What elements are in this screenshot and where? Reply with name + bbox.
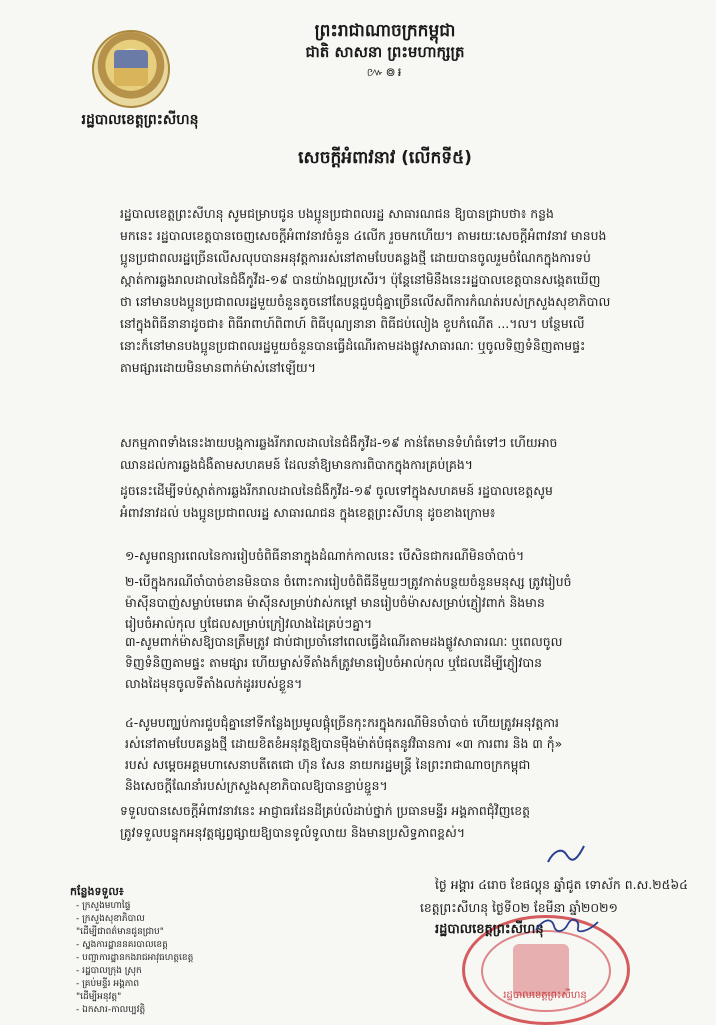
seal-label: រដ្ឋបាលខេត្តព្រះសីហនុ	[503, 990, 587, 1001]
text-line: ដូចនេះដើម្បីទប់ស្កាត់ការឆ្លងរីករាលដាលនៃជំងឺកូវីដ-១៩ ចូលទៅក្នុងសហគមន៍ រដ្ឋបាលខេត្តសូម	[120, 483, 553, 498]
motto-ornament: ៚៙៛	[366, 65, 404, 79]
text-line: ៤-សូមបញ្ឈប់ការជួបជុំគ្នានៅទីកន្លែងប្រមូលផ្ដុំច្រើនកុះករក្នុងករណីមិនចាំបាច់ ហើយត្រូវអនុវត្តការ	[125, 715, 559, 730]
text-line: ត្រូវទទួលបន្ទុកអនុវត្តផ្សព្វផ្សាយឱ្យបានទូលំទូលាយ និងមានប្រសិទ្ធភាពខ្ពស់។	[120, 825, 465, 840]
text-line: តាមផ្សារដោយមិនមានពាក់ម៉ាស់នៅឡើយ។	[120, 360, 316, 375]
cc-item: - ឯកសារ-កាលប្បវត្តិ	[76, 1005, 146, 1015]
text-line: លាងដៃមុនចូលទីតាំងលក់ដូររបស់ខ្លួន។	[125, 676, 303, 691]
list-item-1	[125, 545, 685, 566]
kingdom-heading: ព្រះរាជាណាចក្រកម្ពុជា	[314, 21, 456, 41]
text-line: ស្កាត់ការឆ្លងរាលដាលនៃជំងឺកូវីដ-១៩ បានយ៉ាងល្អប្រសើរ។ ប៉ុន្តែនៅមិនឹងនេះរដ្ឋបាលខេត្តបានសង្កេតឃើញ	[120, 272, 601, 287]
initial-mark-icon	[540, 840, 590, 870]
text-line: នៅក្នុងពិធីនានាដូចជា៖ ពិធីរាពាហ៍ពិពាហ៍ ពិធីបុណ្យនានា ពិធីជប់លៀង ខួបកំណើត ...។ល។ បន្ថែមលើ	[120, 316, 585, 331]
paragraph-closing	[120, 800, 690, 844]
date-solar: ខេត្តព្រះសីហនុ ថ្ងៃទី០២ ខែមីនា ឆ្នាំ២០២១	[420, 900, 618, 915]
list-item-2	[125, 571, 685, 634]
admin-name: រដ្ឋបាលខេត្តព្រះសីហនុ	[81, 112, 199, 128]
text-line: ថា នៅមានបងប្អូនប្រជាពលរដ្ឋមួយចំនួនតូចនៅតែបន្តជួបជុំគ្នាច្រើនលើសពីការកំណត់របស់ក្រសួងសុខាភិបាល	[120, 294, 611, 309]
text-line: សកម្មភាពទាំងនេះងាយបង្កការឆ្លងរីករាលដាលនៃជំងឺកូវីដ-១៩ កាន់តែមានទំហំធំទៅៗ ហើយអាច	[120, 435, 558, 450]
signature-icon	[532, 914, 602, 936]
list-item-3	[125, 631, 685, 694]
text-line: ១-សូមពន្យារពេលនៃការរៀបចំពិធីនានាក្នុងដំណាក់កាលនេះ បើសិនជាករណីមិនចាំបាច់។	[125, 548, 525, 563]
provincial-logo	[92, 30, 170, 108]
text-line: និងសេចក្ដីណែនាំរបស់ក្រសួងសុខាភិបាលឱ្យបានខ្ជាប់ខ្ជួន។	[125, 778, 388, 793]
cc-item: - ក្រសួងមហាផ្ទៃ	[76, 901, 131, 911]
paragraph-risk	[120, 432, 690, 476]
text-line: រៀបចំអាល់កុល ឬជែលសម្រាប់ក្រៀវលាងដៃគ្រប់ៗគ្នា។	[125, 616, 373, 631]
cc-item: - ស្នងការដ្ឋាននគរបាលខេត្ត	[76, 940, 168, 950]
text-line: នោះក៏នៅមានបងប្អូនប្រជាពលរដ្ឋមួយចំនួនបានធ្វើដំណើរតាមដងផ្លូវសាធារណៈ ឬចូលទិញទំនិញតាមផ្ទះ	[120, 338, 586, 353]
text-line: ២-បើក្នុងករណីចាំបាច់ខានមិនបាន ចំពោះការរៀបចំពិធីនីមួយៗត្រូវកាត់បន្ថយចំនួនមនុស្ស ត្រូវរៀបចំ	[125, 574, 572, 589]
cc-title: កន្លែងទទួល៖	[70, 885, 124, 898]
text-line: ឈានដល់ការឆ្លងជំងឺតាមសហគមន៍ ដែលនាំឱ្យមានការពិបាកក្នុងការគ្រប់គ្រង។	[120, 457, 473, 472]
text-line: ម៉ាស៊ីនបាញ់សម្លាប់មេរោគ ម៉ាស៊ីនសម្រាប់វាស់កម្ដៅ មានរៀបចំម៉ាសសម្រាប់ភ្ញៀវពាក់ និងមាន	[125, 595, 545, 610]
paragraph-intro	[120, 203, 690, 379]
list-item-4	[125, 712, 685, 796]
logo-emblem-icon	[114, 50, 148, 86]
cc-item: - ក្រសួងសុខាភិបាល	[76, 914, 145, 924]
cc-item: - បញ្ជាការដ្ឋានកងរាជអាវុធហត្ថខេត្ត	[76, 953, 194, 963]
text-line: មកនេះ រដ្ឋបាលខេត្តបានចេញសេចក្ដីអំពាវនាវចំនួន ៤លើក រួចមកហើយ។ តាមរយៈសេចក្ដីអំពាវនាវ មានបង	[120, 228, 607, 243]
cc-item: "ដើម្បីអនុវត្ត"	[76, 992, 122, 1002]
text-line: ប្អូនប្រជាពលរដ្ឋច្រើនលើសលុបបានអនុវត្តការរស់នៅតាមបែបគន្លងថ្មី ដោយបានចូលរួមចំណែកក្នុងការទប់	[120, 250, 591, 265]
text-line: របស់ សម្ដេចអគ្គមហាសេនាបតីតេជោ ហ៊ុន សែន នាយករដ្ឋមន្ត្រី នៃព្រះរាជាណាចក្រកម្ពុជា	[125, 757, 531, 772]
text-line: អំពាវនាវដល់ បងប្អូនប្រជាពលរដ្ឋ សាធារណជន ក្នុងខេត្តព្រះសីហនុ ដូចខាងក្រោម៖	[120, 505, 496, 520]
cc-item: - គ្រប់មន្ទីរ អង្គភាព	[76, 979, 140, 989]
text-line: រដ្ឋបាលខេត្តព្រះសីហនុ សូមជម្រាបជូន បងប្អូនប្រជាពលរដ្ឋ សាធារណជន ឱ្យបានជ្រាបថា៖ កន្លង	[120, 206, 554, 221]
date-lunar: ថ្ងៃ អង្គារ ៤រោច ខែផល្គុន ឆ្នាំជូត ទោស័ក ព.ស.២៥៦៤	[435, 877, 688, 892]
national-motto: ជាតិ សាសនា ព្រះមហាក្សត្រ	[305, 43, 465, 61]
text-line: ៣-សូមពាក់ម៉ាសឱ្យបានត្រឹមត្រូវ ជាប់ជាប្រចាំនៅពេលធ្វើដំណើរតាមដងផ្លូវសាធារណៈ ឬពេលចូល	[125, 634, 563, 649]
signatory-title: រដ្ឋបាលខេត្តព្រះសីហនុ	[435, 922, 544, 937]
text-line: ទទួលបានសេចក្ដីអំពាវនាវនេះ អាជ្ញាធរដែនដីគ្រប់លំដាប់ថ្នាក់ ប្រធានមន្ទីរ អង្គភាពជុំវិញខេត្ត	[120, 803, 531, 818]
text-line: ទិញទំនិញតាមផ្ទះ តាមផ្សារ ហើយម្ចាស់ទីតាំងក៏ត្រូវមានរៀបចំអាល់កុល ឬជែលដើម្បីភ្ញៀវបាន	[125, 655, 542, 670]
cc-item: "ដើម្បីជាពត៌មានជូនជ្រាប"	[76, 927, 164, 937]
document-title: សេចក្ដីអំពាវនាវ (លើកទី៥)	[298, 148, 472, 168]
text-line: រស់នៅតាមបែបគន្លងថ្មី ដោយខិតខំអនុវត្តឱ្យបានម៉ឺងម៉ាត់បំផុតនូវវិធានការ «៣ ការពារ និង ៣ កុំ»	[125, 736, 563, 751]
cc-item: - រដ្ឋបាលក្រុង ស្រុក	[76, 966, 142, 976]
paragraph-appeal	[120, 480, 690, 524]
